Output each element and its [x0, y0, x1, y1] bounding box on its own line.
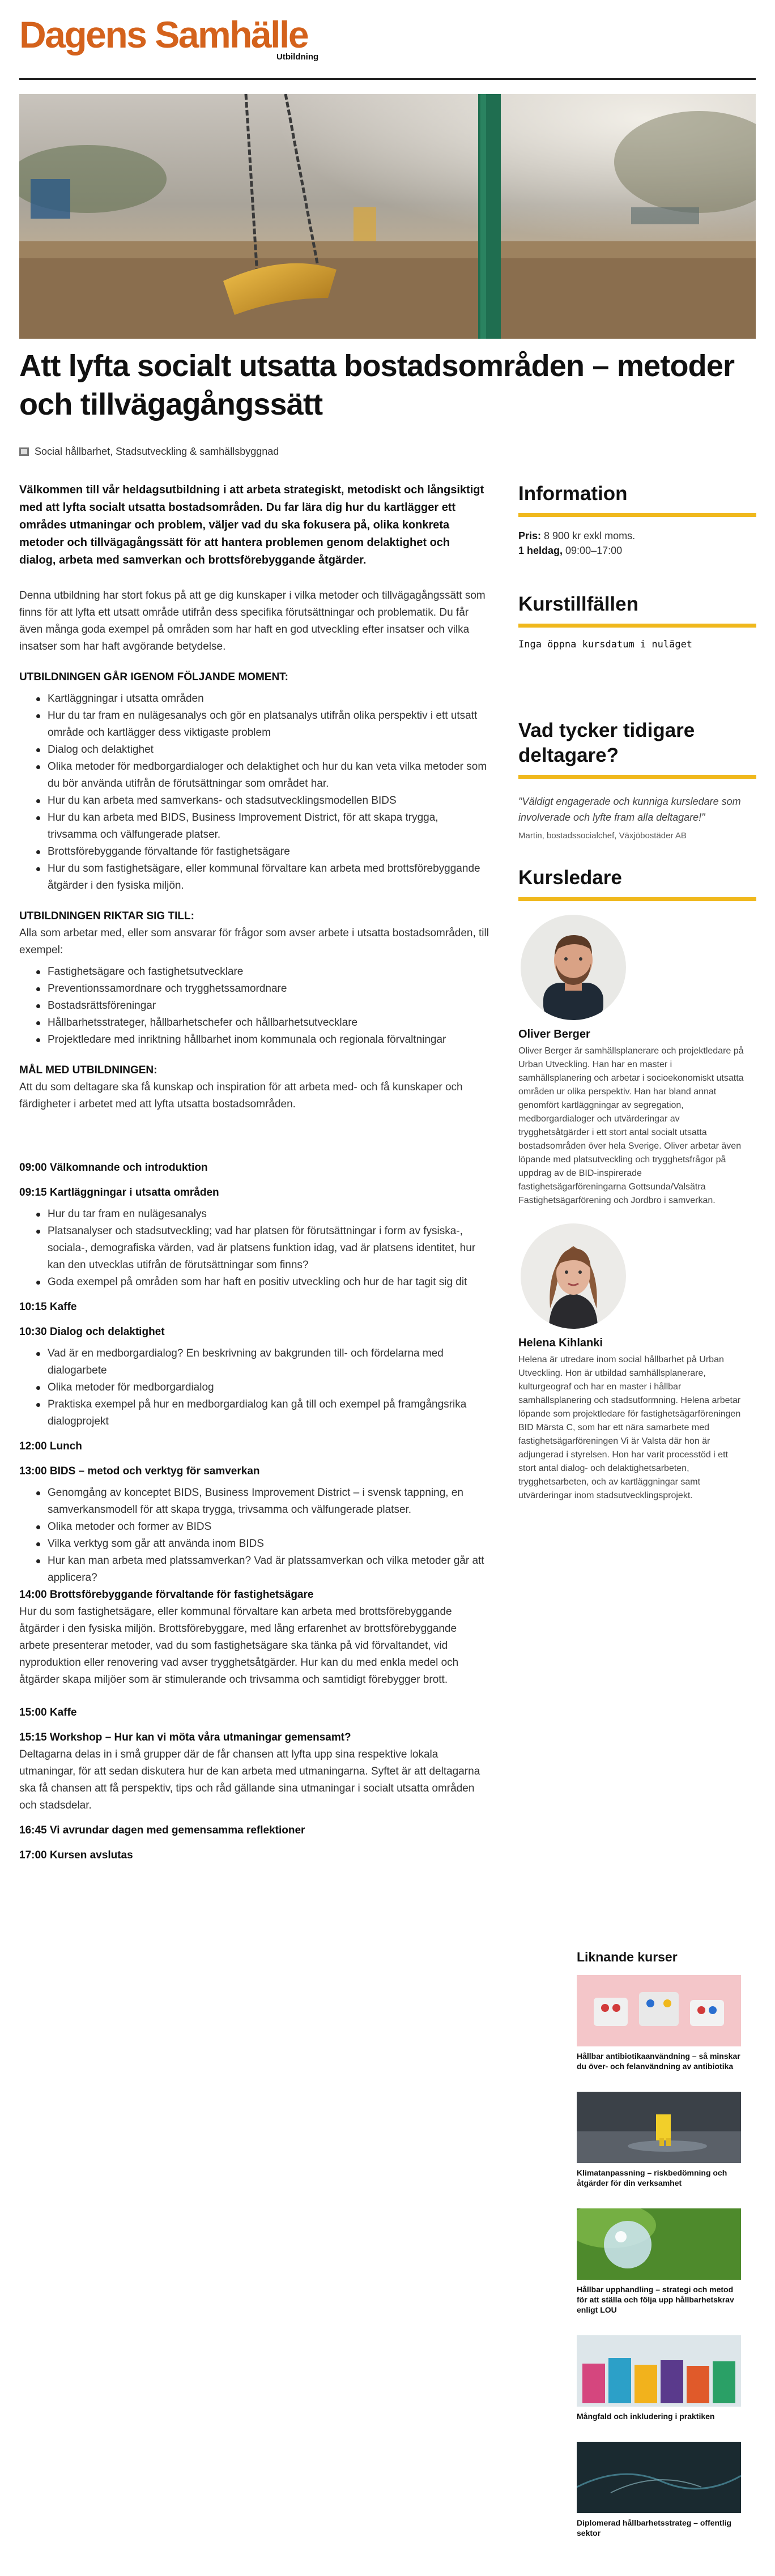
course-title[interactable]: Hållbar upphandling – strategi och metod för att ställa och följa upp hållbarhetskrav enligt LOU [577, 2285, 734, 2314]
list-item: Kartläggningar i utsatta områden [36, 690, 489, 707]
course-image-strategist[interactable] [577, 2442, 741, 2513]
list-item: Hur du kan arbeta med samverkans- och stadsutvecklingsmodellen BIDS [36, 792, 489, 809]
site-logo-sub: Utbildning [276, 52, 319, 62]
list-item: Hur du tar fram en nulägesanalys [36, 1206, 489, 1223]
list-item: Brottsförebyggande förvaltande för fastighetsägare [36, 843, 489, 860]
price-value: 8 900 kr exkl moms. [541, 530, 636, 541]
no-dates-message: Inga öppna kursdatum i nuläget [518, 639, 693, 650]
site-header [19, 14, 756, 62]
target-list [19, 963, 489, 1048]
list-item: Hur du som fastighetsägare, eller kommunal förvaltare kan arbeta med brottsförebyggande åtgärder i den fysiska miljön. [36, 860, 489, 894]
list-item: Platsanalyser och stadsutveckling; vad har platsen för förutsättningar i form av fysiska-, sociala-, demografiska värden, vad är platsens funktion idag, vad är platsens identitet, hur kan den utvecklas utifrån de förutsättningar som finns? [36, 1223, 489, 1274]
similar-courses [577, 1950, 741, 2558]
course-image-antibiotics[interactable] [577, 1975, 741, 2046]
list-item: Praktiska exempel på hur en medborgardialog kan gå till och exempel på framgångsrika dialogprojekt [36, 1396, 489, 1430]
schedule-welcome: 09:00 Välkomnande och introduktion [19, 1162, 208, 1174]
session-3-list [19, 1485, 489, 1586]
list-item: Olika metoder för medborgardialog [36, 1379, 489, 1396]
avatar [521, 1223, 626, 1329]
course-card[interactable] [577, 2335, 741, 2421]
course-title[interactable]: Klimatanpassning – riskbedömning och åtgärder för din verksamhet [577, 2168, 727, 2187]
list-item: Hållbarhetsstrateger, hållbarhetschefer och hållbarhetsutvecklare [36, 1014, 489, 1031]
lead-paragraph: Välkommen till vår heldagsutbildning i att arbeta strategiskt, metodiskt och långsiktigt med att lyfta socialt utsatta bostadsområden. Du far lära dig hur du kartlägger ett områdes utmaningar och problem, väljer vad du ska fokusera på, olika konkreta metoder och tillvägagångssätt för att hantera problemen genom delaktighet och dialog, arbeta med samverkan och brottsförebyggande åtgärder. [19, 484, 484, 566]
intro-paragraph: Denna utbildning har stort fokus på att ge dig kunskaper i vilka metoder och tillvägagångssätt som finns för att lyfta ett utsatt område utifrån dess specifika förutsättningar och problematik. Du får även många goda exempel på områden som har haft en god utveckling efter insatser och vilka insatser som har haft avgörande betydelse. [19, 590, 486, 652]
target-intro: Alla som arbetar med, eller som ansvarar för frågor som avser arbete i utsatta bostadsområden, till exempel: [19, 927, 489, 956]
list-item: Hur du kan arbeta med BIDS, Business Improvement District, för att skapa trygga, trivsamma och välfungerade platser. [36, 809, 489, 843]
leader-photo-helena [521, 1223, 626, 1329]
schedule-session-5: 15:15 Workshop – Hur kan vi möta våra utmaningar gemensamt? [19, 1731, 351, 1743]
course-image-procurement[interactable] [577, 2208, 741, 2280]
list-item: Fastighetsägare och fastighetsutvecklare [36, 963, 489, 980]
testimonial-source: Martin, bostadssocialchef, Växjöbostäder AB [518, 831, 687, 841]
moments-list [19, 690, 489, 894]
course-card[interactable] [577, 1975, 741, 2071]
course-image [577, 2208, 741, 2280]
schedule-session-1: 09:15 Kartläggningar i utsatta områden [19, 1187, 219, 1199]
moments-heading: UTBILDNINGEN GÅR IGENOM FÖLJANDE MOMENT: [19, 671, 288, 683]
duration-label: 1 heldag, [518, 545, 563, 556]
schedule-lunch: 12:00 Lunch [19, 1440, 82, 1452]
schedule-session-3: 13:00 BIDS – metod och verktyg för samverkan [19, 1465, 260, 1477]
list-item: Olika metoder för medborgardialoger och delaktighet och hur du kan veta vilka metoder som du bör använda utifrån de förutsättningar som området har. [36, 758, 489, 792]
course-image [577, 2442, 741, 2513]
list-item: Olika metoder och former av BIDS [36, 1519, 489, 1536]
list-item: Projektledare med inriktning hållbarhet inom kommunala och regionala förvaltningar [36, 1031, 489, 1048]
leader-card [518, 915, 756, 1208]
list-item: Vad är en medborgardialog? En beskrivning av bakgrunden till- och fördelarna med dialogarbete [36, 1345, 489, 1379]
price-label: Pris: [518, 530, 542, 541]
duration-value: 09:00–17:00 [563, 545, 623, 556]
leaders-section [518, 865, 756, 1503]
list-item: Dialog och delaktighet [36, 741, 489, 758]
avatar [521, 915, 626, 1020]
quotes-divider [518, 775, 756, 779]
schedule-session-6: 16:45 Vi avrundar dagen med gemensamma reflektioner [19, 1824, 305, 1836]
leaders-divider [518, 897, 756, 901]
info-section [518, 481, 756, 558]
list-item: Vilka verktyg som går att använda inom BIDS [36, 1536, 489, 1553]
course-title[interactable]: Diplomerad hållbarhetsstrateg – offentlig sektor [577, 2518, 732, 2537]
course-title[interactable]: Hållbar antibiotikaanvändning – så minskar du över- och felanvändning av antibiotika [577, 2052, 740, 2071]
course-card[interactable] [577, 2092, 741, 2188]
course-image [577, 2092, 741, 2163]
leader-card [518, 1223, 756, 1503]
session-1-list [19, 1206, 489, 1291]
course-card[interactable] [577, 2442, 741, 2538]
testimonial-quote: "Väldigt engagerade och kunniga kursledare som involverade och lyfte fram alla deltagare!" [518, 796, 741, 823]
schedule-coffee-2: 15:00 Kaffe [19, 1707, 77, 1718]
session-2-list [19, 1345, 489, 1430]
quotes-section [518, 718, 756, 841]
price-line [518, 528, 756, 543]
info-heading: Information [518, 483, 628, 505]
course-title[interactable]: Mångfald och inkludering i praktiken [577, 2412, 715, 2421]
list-item: Hur du tar fram en nulägesanalys och gör en platsanalys utifrån olika perspektiv i ett utsatt område och kartlägger dess viktigaste problem [36, 707, 489, 741]
course-image [577, 2335, 741, 2407]
schedule-session-2: 10:30 Dialog och delaktighet [19, 1326, 165, 1338]
schedule-session-4: 14:00 Brottsförebyggande förvaltande för fastighetsägare [19, 1589, 314, 1601]
list-item: Preventionssamordnare och trygghetssamordnare [36, 980, 489, 997]
info-divider [518, 513, 756, 517]
dates-divider [518, 624, 756, 628]
header-divider [19, 78, 756, 80]
course-card[interactable] [577, 2208, 741, 2315]
list-item: Hur kan man arbeta med platssamverkan? Vad är platssamverkan och vilka metoder går att applicera? [36, 1553, 489, 1586]
target-heading: UTBILDNINGEN RIKTAR SIG TILL: [19, 910, 194, 922]
goal-heading: MÅL MED UTBILDNINGEN: [19, 1064, 157, 1076]
category-row [19, 446, 279, 458]
course-image-diversity[interactable] [577, 2335, 741, 2407]
category-icon [19, 447, 29, 456]
list-item: Genomgång av konceptet BIDS, Business Improvement District – i svensk tappning, en samverkansmodell för att skapa trygga, trivsamma och välfungerade platser. [36, 1485, 489, 1519]
sidebar [518, 481, 756, 1503]
hero-image [19, 94, 756, 339]
schedule-end: 17:00 Kursen avslutas [19, 1849, 133, 1861]
page-title: Att lyfta socialt utsatta bostadsområden – metoder och tillvägagångssätt [19, 349, 735, 421]
similar-heading: Liknande kurser [577, 1950, 678, 1964]
leader-bio: Helena är utredare inom social hållbarhet på Urban Utveckling. Hon är utbildad samhällsplanerare, kulturgeograf och har en master i hållbar samhällsplanering och stadsutformning. Helena arbetar löpande som projektledare för fastighetsägarföreningen BID Märsta C, som har ett nära samarbete med fastighetsägarföreningen Vi är Valsta där hon är adjungerad i styrelsen. Hon har varit processtöd i ett stort antal dialog- och delaktighetsarbeten, trygghetsarbeten, och av kartläggningar samt utvärderingar inom stadsutvecklingsprojekt. [518, 1355, 741, 1500]
leader-name: Helena Kihlanki [518, 1337, 603, 1349]
hero-swing-illustration [19, 94, 756, 339]
site-logo[interactable]: Dagens Samhälle [19, 14, 308, 56]
goal-text: Att du som deltagare ska få kunskap och inspiration för att arbeta med- och få kunskaper och färdigheter i arbetet med att lyfta utsatta bostadsområden. [19, 1081, 463, 1110]
course-image-climate[interactable] [577, 2092, 741, 2163]
main-content [19, 481, 489, 1864]
dates-heading: Kurstillfällen [518, 593, 638, 615]
quotes-heading: Vad tycker tidigare deltagare? [518, 719, 695, 766]
leader-photo-oliver [521, 915, 626, 1020]
leader-bio: Oliver Berger är samhällsplanerare och projektledare på Urban Utveckling. Han har en master i samhällsplanering och arbetar i socioekonomiskt utsatta områden ur olika perspektiv. Han har bland annat genomfört kartläggningar av segregation, medborgardialoger och utvärderingar av trygghetsåtgärder i ett stort antal socialt utsatta bostadsområden över hela Sverige. Oliver arbetar även löpande med platsutveckling och trygghetsfrågor på uppdrag av de BID-inspirerade fastighetsägarföreningarna Gottsunda/Valsätra Fastighetsägarförening och Jordbro i samverkan. [518, 1046, 744, 1205]
leader-name: Oliver Berger [518, 1028, 590, 1040]
dates-section [518, 592, 756, 650]
schedule-coffee-1: 10:15 Kaffe [19, 1301, 77, 1313]
session-5-text: Deltagarna delas in i små grupper där de får chansen att lyfta upp sina respektive lokala utmaningar, för att sedan diskutera hur de kan arbeta med utmaningarna. Syftet är att deltagarna ska få chansen att få perspektiv, tips och råd gällande sina utmaningar i socialt utsatta områden och stadsdelar. [19, 1748, 480, 1811]
list-item: Bostadsrättsföreningar [36, 997, 489, 1014]
list-item: Goda exempel på områden som har haft en positiv utveckling och hur de har tagit sig dit [36, 1274, 489, 1291]
session-4-text: Hur du som fastighetsägare, eller kommunal förvaltare kan arbeta med brottsförebyggande åtgärder i den fysiska miljön. Brottsförebyggare, med lång erfarenhet av brottsförebyggande arbete presenterar metoder, vad du som fastighetsägare ska tänka på vid förvaltandet, vid nyproduktion eller renovering vad avser trygghetsåtgärder. Hur kan du med enkla medel och åtgärder skapa miljöer som är stimulerande och trivsamma och samtidigt förebygger brott. [19, 1606, 459, 1686]
course-image [577, 1975, 741, 2046]
leaders-heading: Kursledare [518, 867, 622, 889]
duration-line [518, 543, 756, 558]
category-label[interactable]: Social hållbarhet, Stadsutveckling & samhällsbyggnad [35, 446, 279, 457]
